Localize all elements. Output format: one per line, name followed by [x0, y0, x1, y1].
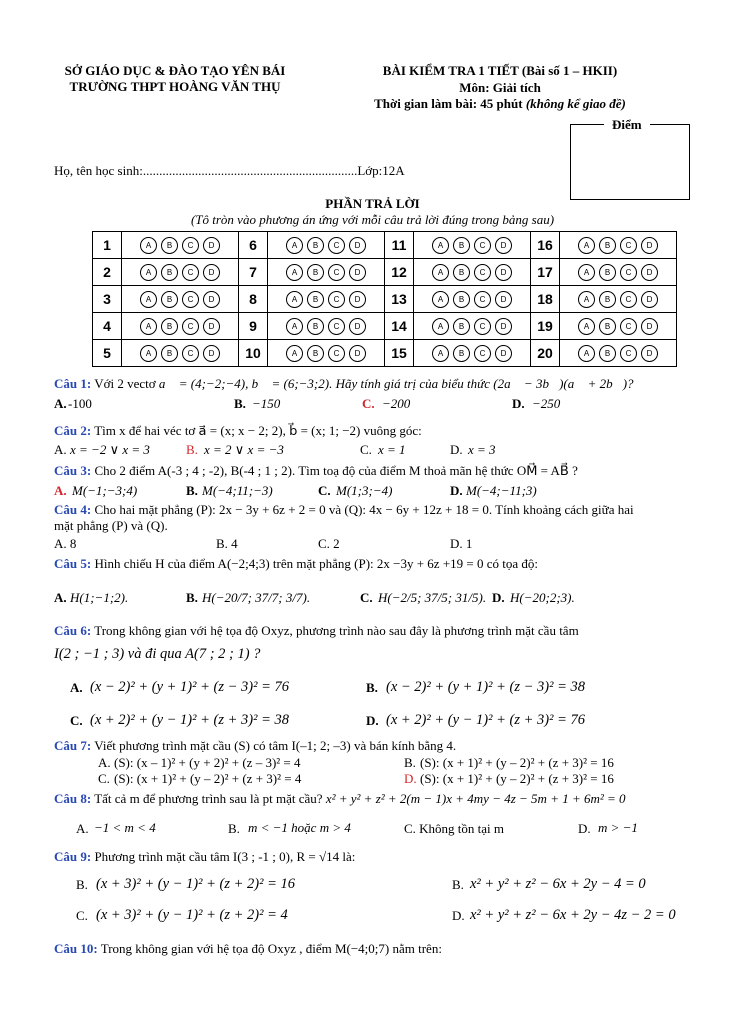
q8-opt-c[interactable]: C. Không tồn tại m	[404, 821, 505, 836]
answer-bubble-b[interactable]: B	[453, 264, 470, 281]
answer-grid-options	[560, 259, 677, 286]
q9-opt-b-key[interactable]: B.	[452, 877, 464, 892]
answer-grid-question-number: 10	[239, 340, 268, 367]
question-9-label: Câu 9:	[54, 849, 92, 864]
answer-bubble-c[interactable]: C	[474, 237, 491, 254]
q3-opt-b[interactable]: M(−4;11;−3)	[202, 483, 273, 498]
question-8-expr: x² + y² + z² + 2(m − 1)x + 4my − 4z − 5m + 1 + 6m² = 0	[325, 791, 626, 806]
answer-grid-question-number: 20	[531, 340, 560, 367]
q1-opt-c[interactable]: −200	[382, 396, 411, 411]
answer-grid-options	[268, 232, 385, 259]
answer-bubble-c[interactable]: C	[182, 264, 199, 281]
answer-bubble-c[interactable]: C	[620, 345, 637, 362]
q5-opt-a[interactable]: H(1;−1;2).	[70, 590, 129, 605]
question-10-text: Trong không gian với hệ tọa độ Oxyz , điểm M(−4;0;7) nằm trên:	[100, 941, 442, 956]
q2-opt-d[interactable]: x = 3	[468, 442, 496, 457]
answer-bubble-b[interactable]: B	[307, 237, 324, 254]
answer-bubble-a[interactable]: A	[140, 264, 157, 281]
q8-opt-b[interactable]: m < −1 hoặc m > 4	[248, 820, 351, 835]
q8-opt-a-key[interactable]: A.	[76, 821, 89, 836]
answer-bubble-a[interactable]: A	[286, 237, 303, 254]
question-6-text-cont: I(2 ; −1 ; 3) và đi qua A(7 ; 2 ; 1) ?	[54, 646, 261, 662]
subject: Môn: Giải tích	[459, 80, 541, 95]
q3-opt-c[interactable]: M(1;3;−4)	[336, 483, 393, 498]
answer-bubble-c[interactable]: C	[328, 291, 345, 308]
q3-opt-d-key[interactable]: D.	[450, 483, 463, 498]
question-2-text: Tìm x để hai véc tơ a⃗ = (x; x − 2; 2), b⃗ = (x; 1; −2) vuông góc:	[94, 423, 422, 438]
q6-opt-a-key[interactable]: A.	[70, 680, 83, 695]
answer-bubble-b[interactable]: B	[453, 291, 470, 308]
answer-grid-options	[122, 286, 239, 313]
question-9-text: Phương trình mặt cầu tâm I(3 ; -1 ; 0), R = √14 là:	[94, 849, 356, 864]
q7-opt-a[interactable]: (S): (x – 1)² + (y + 2)² + (z – 3)² = 4	[114, 755, 301, 770]
q3-opt-a[interactable]: M(−1;−3;4)	[72, 483, 138, 498]
answer-grid-options	[268, 340, 385, 367]
answer-bubble-d[interactable]: D	[641, 291, 658, 308]
q5-opt-c-key[interactable]: C.	[360, 590, 373, 605]
question-3	[54, 463, 578, 479]
exam-time-main: Thời gian làm bài: 45 phút	[374, 96, 523, 111]
answer-bubble-b[interactable]: B	[161, 291, 178, 308]
question-7-text: Viết phương trình mặt cầu (S) có tâm I(–1; 2; –3) và bán kính bằng 4.	[94, 738, 457, 753]
q1-opt-d-key[interactable]: D.	[512, 396, 525, 411]
answer-grid-question-number: 4	[93, 313, 122, 340]
answer-bubble-c[interactable]: C	[620, 264, 637, 281]
answer-grid-options	[414, 313, 531, 340]
answer-bubble-b[interactable]: B	[307, 264, 324, 281]
answer-grid-options	[268, 313, 385, 340]
answer-grid-question-number: 17	[531, 259, 560, 286]
answer-grid-options	[414, 259, 531, 286]
question-8-label: Câu 8:	[54, 791, 92, 806]
q5-opt-c[interactable]: H(−2/5; 37/5; 31/5).	[378, 590, 487, 605]
answer-grid-options	[268, 286, 385, 313]
q2-opt-b-key[interactable]: B.	[186, 442, 198, 457]
answer-bubble-a[interactable]: A	[140, 291, 157, 308]
question-7-label: Câu 7:	[54, 738, 92, 753]
answer-grid-row	[93, 259, 677, 286]
answer-grid-question-number: 13	[385, 286, 414, 313]
answer-grid-question-number: 3	[93, 286, 122, 313]
answer-grid-question-number: 6	[239, 232, 268, 259]
question-10	[54, 941, 442, 957]
school-name: TRƯỜNG THPT HOÀNG VĂN THỤ	[69, 79, 281, 94]
answer-bubble-b[interactable]: B	[161, 264, 178, 281]
q2-opt-a[interactable]: x = −2 ∨ x = 3	[70, 442, 150, 457]
q3-opt-b-key[interactable]: B.	[186, 483, 198, 498]
question-10-label: Câu 10:	[54, 941, 98, 956]
answer-bubble-b[interactable]: B	[599, 237, 616, 254]
q1-opt-c-key[interactable]: C.	[362, 396, 375, 411]
answer-bubble-c[interactable]: C	[182, 237, 199, 254]
answer-grid-question-number: 9	[239, 313, 268, 340]
q1-opt-a[interactable]: -100	[68, 396, 92, 411]
answer-bubble-a[interactable]: A	[578, 264, 595, 281]
question-4-text-cont: mặt phẳng (P) và (Q).	[54, 518, 168, 533]
answer-bubble-a[interactable]: A	[432, 318, 449, 335]
answer-bubble-a[interactable]: A	[432, 237, 449, 254]
question-1-expr: a⃗ = (4;−2;−4), b⃗ = (6;−3;2). Hãy tính giá trị của biểu thức (2a⃗ − 3b⃗)(a⃗ + 2b⃗)?	[158, 376, 634, 391]
q9-opt-b[interactable]: x² + y² + z² − 6x + 2y − 4 = 0	[470, 876, 646, 892]
score-label: Điểm	[604, 117, 650, 133]
answer-bubble-b[interactable]: B	[307, 318, 324, 335]
answer-bubble-d[interactable]: D	[641, 237, 658, 254]
q6-opt-d-key[interactable]: D.	[366, 713, 379, 728]
answer-bubble-c[interactable]: C	[474, 291, 491, 308]
answer-bubble-c[interactable]: C	[328, 264, 345, 281]
answer-grid-row	[93, 313, 677, 340]
question-6	[54, 623, 579, 639]
q8-opt-b-key[interactable]: B.	[228, 821, 240, 836]
question-7	[54, 738, 456, 754]
answer-bubble-b[interactable]: B	[161, 237, 178, 254]
answer-bubble-c[interactable]: C	[474, 318, 491, 335]
answer-grid	[92, 231, 677, 367]
answer-bubble-a[interactable]: A	[578, 237, 595, 254]
q7-opt-b[interactable]: (S): (x + 1)² + (y – 2)² + (z + 3)² = 16	[420, 755, 614, 770]
question-2	[54, 423, 422, 439]
question-3-label: Câu 3:	[54, 463, 92, 478]
q1-opt-d[interactable]: −250	[532, 396, 561, 411]
answer-grid-question-number: 12	[385, 259, 414, 286]
answer-bubble-a[interactable]: A	[578, 345, 595, 362]
answer-bubble-b[interactable]: B	[599, 345, 616, 362]
answer-bubble-b[interactable]: B	[453, 345, 470, 362]
question-5-text: Hình chiếu H của điểm A(−2;4;3) trên mặt phẳng (P): 2x −3y + 6z +19 = 0 có tọa độ:	[94, 556, 538, 571]
student-info-line[interactable]: Họ, tên học sinh:..................................................................Lớp:12A	[54, 163, 405, 178]
answer-grid-options	[122, 232, 239, 259]
answer-bubble-a[interactable]: A	[140, 318, 157, 335]
answer-bubble-c[interactable]: C	[620, 237, 637, 254]
question-3-text: Cho 2 điểm A(-3 ; 4 ; -2), B(-4 ; 1 ; 2). Tìm toạ độ của điểm M thoả mãn hệ thức OM⃗ = AB⃗ ?	[94, 463, 578, 478]
answer-grid-question-number: 1	[93, 232, 122, 259]
answer-bubble-c[interactable]: C	[182, 291, 199, 308]
q2-opt-c-key[interactable]: C.	[360, 442, 372, 457]
question-4-label: Câu 4:	[54, 502, 92, 517]
q8-opt-a[interactable]: −1 < m < 4	[94, 820, 156, 835]
q4-opt-c[interactable]: C. 2	[318, 536, 340, 551]
question-6-text: Trong không gian với hệ tọa độ Oxyz, phương trình nào sau đây là phương trình mặt cầu tâm	[94, 623, 579, 638]
q4-opt-a[interactable]: A. 8	[54, 536, 77, 551]
answer-grid-question-number: 19	[531, 313, 560, 340]
answer-grid-options	[414, 286, 531, 313]
answer-grid-options	[414, 232, 531, 259]
answer-grid-options	[560, 232, 677, 259]
answer-bubble-d[interactable]: D	[349, 345, 366, 362]
answer-bubble-b[interactable]: B	[161, 318, 178, 335]
answer-bubble-c[interactable]: C	[182, 345, 199, 362]
q6-opt-d[interactable]: (x + 2)² + (y − 1)² + (z + 3)² = 76	[386, 712, 585, 728]
answer-grid-options	[122, 259, 239, 286]
answer-grid-options	[560, 340, 677, 367]
q6-opt-c-key[interactable]: C.	[70, 713, 83, 728]
q9-opt-c-key[interactable]: C.	[76, 908, 88, 923]
answer-bubble-d[interactable]: D	[495, 237, 512, 254]
answer-bubble-c[interactable]: C	[182, 318, 199, 335]
answer-grid-row	[93, 232, 677, 259]
answer-bubble-d[interactable]: D	[349, 264, 366, 281]
answer-bubble-b[interactable]: B	[453, 318, 470, 335]
answer-grid-options	[560, 313, 677, 340]
q3-opt-a-key[interactable]: A.	[54, 483, 67, 498]
question-1-label: Câu 1:	[54, 376, 92, 391]
answer-bubble-d[interactable]: D	[495, 264, 512, 281]
answer-bubble-d[interactable]: D	[349, 237, 366, 254]
answer-bubble-a[interactable]: A	[578, 318, 595, 335]
q6-opt-a[interactable]: (x − 2)² + (y + 1)² + (z − 3)² = 76	[90, 679, 289, 695]
answer-bubble-c[interactable]: C	[328, 237, 345, 254]
q5-opt-d[interactable]: H(−20;2;3).	[510, 590, 575, 605]
q5-opt-b[interactable]: H(−20/7; 37/7; 3/7).	[202, 590, 311, 605]
q5-opt-d-key[interactable]: D.	[492, 590, 505, 605]
question-1-text: Với 2 vectơ	[94, 376, 156, 391]
answer-bubble-d[interactable]: D	[495, 318, 512, 335]
q1-opt-b[interactable]: −150	[252, 396, 281, 411]
q7-opt-c[interactable]: (S): (x + 1)² + (y – 2)² + (z + 3)² = 4	[114, 771, 302, 786]
q8-opt-d-key[interactable]: D.	[578, 821, 591, 836]
q5-opt-b-key[interactable]: B.	[186, 590, 198, 605]
q9-opt-d-key[interactable]: D.	[452, 908, 465, 923]
question-5	[54, 556, 538, 572]
answer-bubble-c[interactable]: C	[474, 345, 491, 362]
answer-section-title: PHẦN TRẢ LỜI	[325, 196, 420, 211]
answer-bubble-d[interactable]: D	[203, 291, 220, 308]
q9-opt-d[interactable]: x² + y² + z² − 6x + 2y − 4z − 2 = 0	[470, 907, 676, 923]
department-name: SỞ GIÁO DỤC & ĐÀO TẠO YÊN BÁI	[64, 63, 286, 78]
answer-bubble-d[interactable]: D	[349, 291, 366, 308]
answer-grid-row	[93, 286, 677, 313]
answer-grid-question-number: 18	[531, 286, 560, 313]
answer-bubble-a[interactable]: A	[432, 345, 449, 362]
answer-bubble-a[interactable]: A	[286, 318, 303, 335]
answer-bubble-a[interactable]: A	[286, 345, 303, 362]
answer-bubble-a[interactable]: A	[432, 264, 449, 281]
question-2-label: Câu 2:	[54, 423, 92, 438]
answer-bubble-b[interactable]: B	[453, 237, 470, 254]
answer-grid-question-number: 2	[93, 259, 122, 286]
q7-opt-b-key[interactable]: B.	[404, 755, 416, 770]
answer-grid-options	[122, 340, 239, 367]
answer-bubble-b[interactable]: B	[599, 318, 616, 335]
answer-grid-options	[268, 259, 385, 286]
answer-bubble-d[interactable]: D	[641, 318, 658, 335]
q2-opt-d-key[interactable]: D.	[450, 442, 463, 457]
answer-bubble-d[interactable]: D	[203, 345, 220, 362]
answer-grid-options	[122, 313, 239, 340]
answer-bubble-b[interactable]: B	[307, 291, 324, 308]
answer-bubble-c[interactable]: C	[620, 291, 637, 308]
answer-bubble-a[interactable]: A	[286, 291, 303, 308]
answer-grid-question-number: 14	[385, 313, 414, 340]
answer-section-instruction: (Tô tròn vào phương án ứng với mỗi câu trả lời đúng trong bảng sau)	[190, 212, 555, 227]
q1-opt-a-key[interactable]: A.	[54, 396, 67, 411]
answer-bubble-c[interactable]: C	[328, 345, 345, 362]
answer-bubble-a[interactable]: A	[432, 291, 449, 308]
q9-opt-a[interactable]: (x + 3)² + (y − 1)² + (z + 2)² = 16	[96, 876, 295, 892]
q7-opt-d-key[interactable]: D.	[404, 771, 417, 786]
q5-opt-a-key[interactable]: A.	[54, 590, 67, 605]
q8-opt-d[interactable]: m > −1	[598, 820, 638, 835]
answer-bubble-c[interactable]: C	[328, 318, 345, 335]
answer-bubble-c[interactable]: C	[620, 318, 637, 335]
answer-bubble-b[interactable]: B	[161, 345, 178, 362]
answer-bubble-a[interactable]: A	[140, 345, 157, 362]
answer-bubble-a[interactable]: A	[286, 264, 303, 281]
question-6-label: Câu 6:	[54, 623, 92, 638]
exam-time	[330, 96, 670, 112]
q6-opt-c[interactable]: (x + 2)² + (y − 1)² + (z + 3)² = 38	[90, 712, 289, 728]
answer-bubble-a[interactable]: A	[140, 237, 157, 254]
answer-grid-options	[560, 286, 677, 313]
exam-title: BÀI KIỂM TRA 1 TIẾT (Bài số 1 – HKII)	[382, 63, 618, 78]
q6-opt-b[interactable]: (x − 2)² + (y + 1)² + (z − 3)² = 38	[386, 679, 585, 695]
q7-opt-c-key[interactable]: C.	[98, 771, 110, 786]
q9-opt-a-key[interactable]: B.	[76, 877, 88, 892]
answer-bubble-d[interactable]: D	[495, 345, 512, 362]
answer-bubble-d[interactable]: D	[641, 345, 658, 362]
answer-bubble-a[interactable]: A	[578, 291, 595, 308]
answer-grid-question-number: 8	[239, 286, 268, 313]
answer-grid-row	[93, 340, 677, 367]
score-box[interactable]	[570, 124, 690, 200]
answer-grid-question-number: 15	[385, 340, 414, 367]
q9-opt-c[interactable]: (x + 3)² + (y − 1)² + (z + 2)² = 4	[96, 907, 288, 923]
answer-grid-question-number: 11	[385, 232, 414, 259]
exam-time-note: (không kể giao đề)	[525, 96, 626, 111]
answer-grid-question-number: 7	[239, 259, 268, 286]
q3-opt-d[interactable]: M(−4;−11;3)	[466, 483, 537, 498]
answer-bubble-d[interactable]: D	[203, 318, 220, 335]
question-8	[54, 791, 626, 807]
q6-opt-b-key[interactable]: B.	[366, 680, 378, 695]
answer-bubble-b[interactable]: B	[599, 264, 616, 281]
answer-bubble-d[interactable]: D	[495, 291, 512, 308]
question-8-text: Tất cả m để phương trình sau là pt mặt cầu?	[94, 791, 323, 806]
answer-grid-question-number: 5	[93, 340, 122, 367]
q1-opt-b-key[interactable]: B.	[234, 396, 246, 411]
question-1	[54, 376, 634, 392]
q7-opt-d[interactable]: (S): (x + 1)² + (y – 2)² + (z + 3)² = 16	[420, 771, 614, 786]
q4-opt-d[interactable]: D. 1	[450, 536, 473, 551]
q2-opt-b[interactable]: x = 2 ∨ x = −3	[204, 442, 284, 457]
answer-grid-options	[414, 340, 531, 367]
question-9	[54, 849, 355, 865]
q4-opt-b[interactable]: B. 4	[216, 536, 238, 551]
question-4	[54, 502, 634, 518]
answer-bubble-b[interactable]: B	[307, 345, 324, 362]
q7-opt-a-key[interactable]: A.	[98, 755, 111, 770]
answer-bubble-d[interactable]: D	[349, 318, 366, 335]
answer-bubble-d[interactable]: D	[203, 237, 220, 254]
answer-grid-question-number: 16	[531, 232, 560, 259]
question-5-label: Câu 5:	[54, 556, 92, 571]
answer-bubble-d[interactable]: D	[641, 264, 658, 281]
q2-opt-c[interactable]: x = 1	[378, 442, 406, 457]
answer-bubble-d[interactable]: D	[203, 264, 220, 281]
answer-bubble-b[interactable]: B	[599, 291, 616, 308]
answer-bubble-c[interactable]: C	[474, 264, 491, 281]
q2-opt-a-key[interactable]: A.	[54, 442, 67, 457]
q3-opt-c-key[interactable]: C.	[318, 483, 331, 498]
question-4-text: Cho hai mặt phẳng (P): 2x − 3y + 6z + 2 = 0 và (Q): 4x − 6y + 12z + 18 = 0. Tính khoảng cách giữa hai	[94, 502, 634, 517]
